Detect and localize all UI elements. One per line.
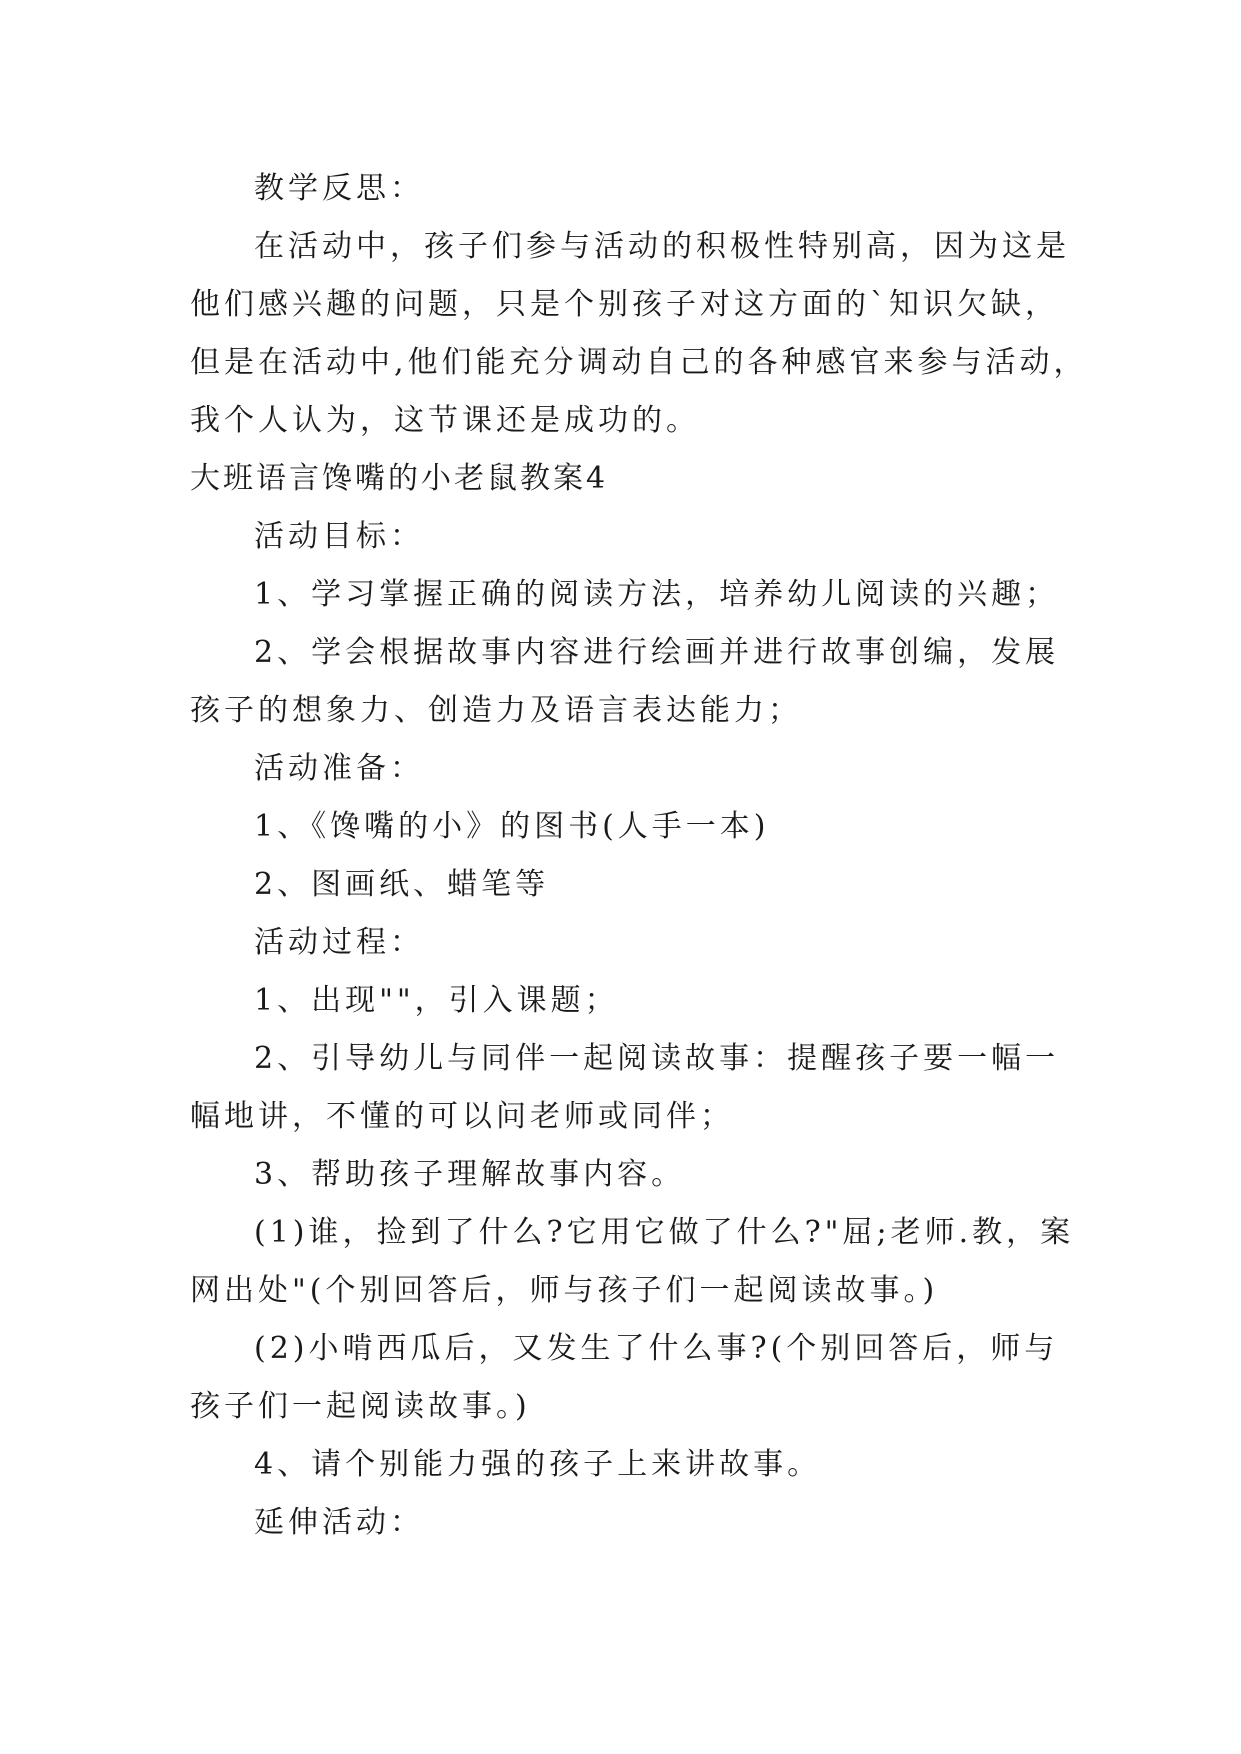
sub-list-item: (2)小啃西瓜后，又发生了什么事?(个别回答后，师与 <box>254 1331 1059 1366</box>
list-item: 2、引导幼儿与同伴一起阅读故事：提醒孩子要一幅一 <box>254 1041 1060 1076</box>
section-heading-process: 活动过程： <box>254 925 424 960</box>
section-heading-preparation: 活动准备： <box>254 751 424 786</box>
list-item: 2、图画纸、蜡笔等 <box>254 867 550 902</box>
list-item: 4、请个别能力强的孩子上来讲故事。 <box>254 1447 822 1482</box>
paragraph-line: 但是在活动中,他们能充分调动自己的各种感官来参与活动， <box>190 345 1088 380</box>
sub-list-item-continuation: 网出处"(个别回答后，师与孩子们一起阅读故事。) <box>190 1273 939 1308</box>
paragraph-line: 我个人认为，这节课还是成功的。 <box>190 403 700 438</box>
list-item: 1、学习掌握正确的阅读方法，培养幼儿阅读的兴趣； <box>254 577 1060 612</box>
document-page <box>190 160 1088 1552</box>
list-item-continuation: 孩子的想象力、创造力及语言表达能力； <box>190 693 802 728</box>
list-item: 1、《馋嘴的小》的图书(人手一本) <box>254 809 770 844</box>
document-title: 大班语言馋嘴的小老鼠教案4 <box>190 461 609 496</box>
sub-list-item: (1)谁，捡到了什么?它用它做了什么?"屈;老师.教，案 <box>254 1215 1075 1250</box>
section-heading-extension: 延伸活动： <box>254 1505 424 1540</box>
section-heading-reflection: 教学反思： <box>254 171 424 206</box>
paragraph-line: 在活动中，孩子们参与活动的积极性特别高，因为这是 <box>254 229 1070 264</box>
section-heading-goals: 活动目标： <box>254 519 424 554</box>
sub-list-item-continuation: 孩子们一起阅读故事。) <box>190 1389 531 1424</box>
list-item: 2、学会根据故事内容进行绘画并进行故事创编，发展 <box>254 635 1060 670</box>
paragraph-line: 他们感兴趣的问题，只是个别孩子对这方面的`知识欠缺， <box>190 287 1059 322</box>
list-item: 3、帮助孩子理解故事内容。 <box>254 1157 686 1192</box>
list-item: 1、出现""，引入课题； <box>254 983 619 1018</box>
list-item-continuation: 幅地讲，不懂的可以问老师或同伴； <box>190 1099 734 1134</box>
